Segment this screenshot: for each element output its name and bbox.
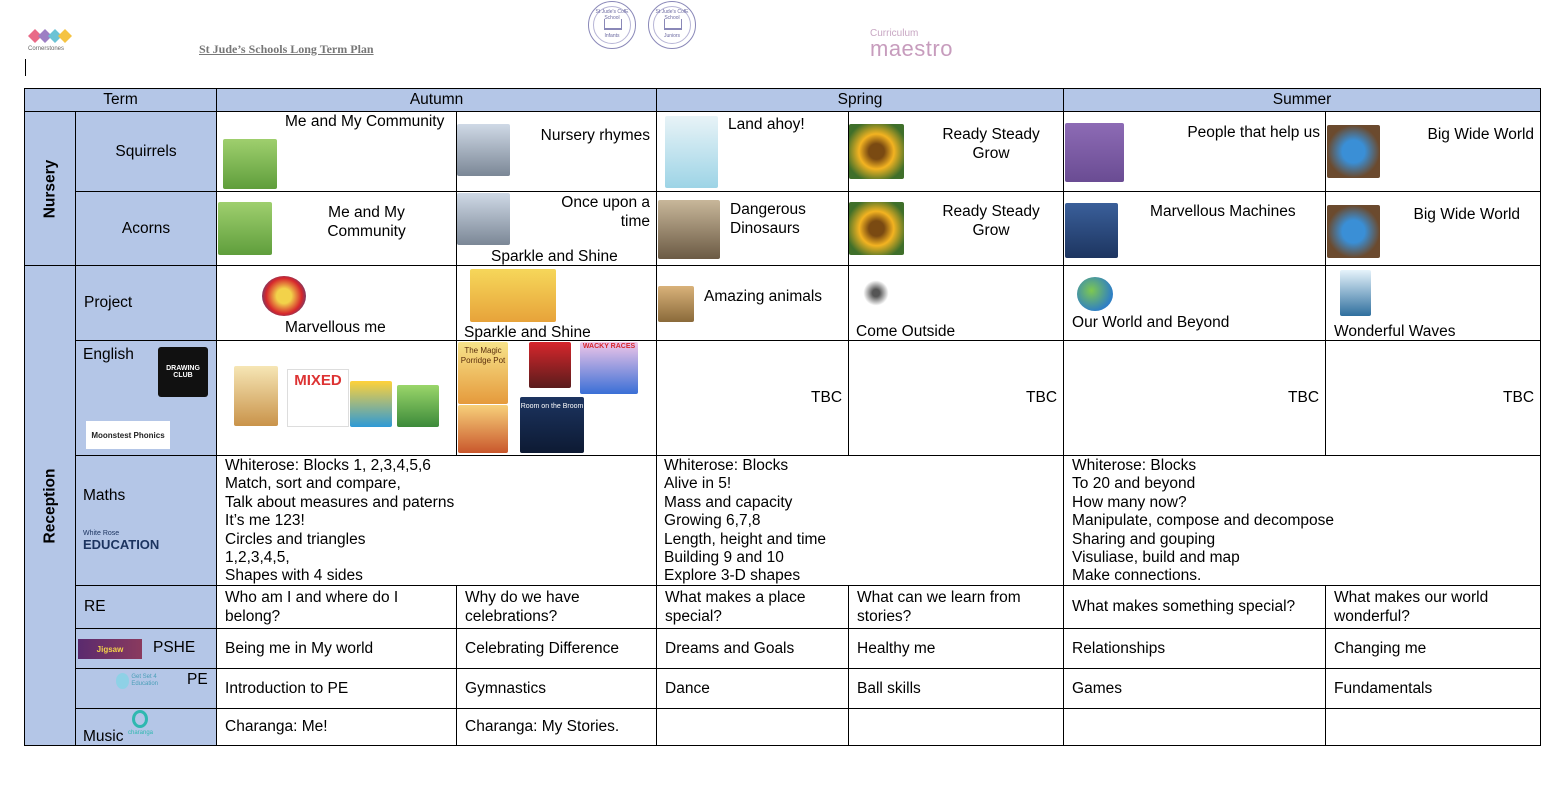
get-set-4-education-logo <box>116 671 176 691</box>
re-summer-2 <box>1326 586 1541 629</box>
acorns-spring-1 <box>657 192 849 266</box>
summer-header: Summer <box>1064 89 1541 112</box>
maths-spring-item: Whiterose: Blocks <box>664 457 789 474</box>
long-term-plan-table <box>24 88 1541 746</box>
pshe-spring-1-text: Dreams and Goals <box>665 639 795 657</box>
pe-spring-2-text: Ball skills <box>857 679 921 697</box>
children-photo <box>218 202 272 255</box>
maths-autumn-item: Match, sort and compare, <box>225 475 401 493</box>
curriculum-maestro-logo <box>870 29 953 59</box>
re-spring-1 <box>657 586 849 629</box>
squirrels-spring-2-line1: Ready Steady <box>942 126 1040 143</box>
pshe-summer-2 <box>1326 629 1541 669</box>
acorns-spring-2 <box>849 192 1064 266</box>
seal-top-text: St Jude's CofE School <box>595 9 629 21</box>
term-header: Term <box>25 89 217 112</box>
maths-autumn <box>217 456 657 586</box>
project-spring-2-text: Come Outside <box>856 323 956 340</box>
squirrels-spring-1 <box>657 112 849 192</box>
farm-picture-book <box>458 405 508 453</box>
maths-autumn-item: 1,2,3,4,5, <box>225 549 290 567</box>
picture-book <box>350 381 392 427</box>
maths-autumn-item: Talk about measures and paterns <box>225 493 455 511</box>
maths-autumn-item: Shapes with 4 sides <box>225 567 363 585</box>
reception-label: Reception <box>41 468 58 543</box>
project-autumn-1 <box>217 266 457 341</box>
wacky-races-book <box>580 342 638 394</box>
acorns-autumn-1-line2: Community <box>327 223 406 240</box>
white-rose-small: White Rose <box>83 530 120 537</box>
room-on-the-broom-book <box>520 397 584 453</box>
music-spring-2 <box>849 709 1064 746</box>
re-summer-2-text: What makes our world wonderful? <box>1334 589 1489 625</box>
mixed-book-title: MIXED <box>294 372 342 389</box>
seal-top-text: St Jude's CofE School <box>655 9 689 21</box>
wave-photo <box>1340 270 1371 316</box>
pe-autumn-2 <box>457 669 657 709</box>
squirrels-autumn-1-text: Me and My Community <box>285 113 445 130</box>
acorns-autumn-2-line2: time <box>620 213 651 230</box>
juniors-school-seal <box>648 1 696 49</box>
project-autumn-2-text: Sparkle and Shine <box>464 324 591 341</box>
pshe-label: PSHE <box>153 639 196 656</box>
maths-spring-item: Growing 6,7,8 <box>664 512 761 530</box>
dinosaur-photo <box>658 200 720 259</box>
maths-label: Maths <box>83 487 126 504</box>
music-autumn-1-text: Charanga: Me! <box>225 718 328 735</box>
acorns-summer-1 <box>1064 192 1326 266</box>
english-label-cell <box>76 341 217 456</box>
maths-spring-list <box>664 457 826 586</box>
squirrels-summer-1-text: People that help us <box>1187 124 1321 141</box>
pshe-summer-2-text: Changing me <box>1334 639 1427 657</box>
english-spring-1-tbc: TBC <box>811 389 843 406</box>
pshe-autumn-2 <box>457 629 657 669</box>
seal-infants-text: Infants <box>604 33 620 39</box>
pe-spring-2 <box>849 669 1064 709</box>
re-spring-2 <box>849 586 1064 629</box>
acorns-label-cell <box>76 192 217 266</box>
marvellous-me-logo <box>262 276 306 316</box>
acorns-autumn-1-line1: Me and My <box>328 204 405 221</box>
maths-spring-item: Alive in 5! <box>664 475 732 493</box>
re-label-cell <box>76 586 217 629</box>
maths-summer-item: To 20 and beyond <box>1072 475 1196 493</box>
project-spring-1 <box>657 266 849 341</box>
maths-summer-item: Sharing and gouping <box>1072 530 1216 548</box>
infants-school-seal <box>588 1 636 49</box>
text-cursor <box>25 59 26 76</box>
wacky-races-title: WACKY RACES <box>582 343 636 350</box>
english-summer-1 <box>1064 341 1326 456</box>
pshe-autumn-1-text: Being me in My world <box>225 639 374 657</box>
acorns-spring-2-line2: Grow <box>972 222 1010 239</box>
english-autumn-1 <box>217 341 457 456</box>
maestro-big-text: maestro <box>870 36 953 61</box>
sparkle-and-shine-logo <box>470 269 556 322</box>
re-autumn-2-text: Why do we have celebrations? <box>465 589 580 625</box>
pshe-spring-1 <box>657 629 849 669</box>
maths-summer-item: Make connections. <box>1072 567 1202 585</box>
pshe-summer-1 <box>1064 629 1326 669</box>
maths-spring <box>657 456 1064 586</box>
pe-autumn-1-text: Introduction to PE <box>225 679 349 697</box>
white-rose-big: EDUCATION <box>83 537 160 552</box>
music-autumn-1 <box>217 709 457 746</box>
re-spring-2-text: What can we learn from stories? <box>857 589 1021 625</box>
pshe-label-cell <box>76 629 217 669</box>
maths-autumn-item: Circles and triangles <box>225 530 366 548</box>
pe-summer-2-text: Fundamentals <box>1334 679 1433 697</box>
maths-autumn-item: It’s me 123! <box>225 512 305 530</box>
squirrels-autumn-1 <box>217 112 457 192</box>
pe-label: PE <box>187 671 208 688</box>
acorns-autumn-2 <box>457 192 657 266</box>
cornerstones-logo <box>26 26 76 56</box>
project-summer-2 <box>1326 266 1541 341</box>
acorns-summer-2-text: Big Wide World <box>1413 206 1521 223</box>
pshe-spring-2-text: Healthy me <box>857 639 936 657</box>
room-on-the-broom-title: Room on the Broom <box>520 403 584 410</box>
cornerstones-text: Cornerstones <box>28 46 65 52</box>
music-summer-1 <box>1064 709 1326 746</box>
autumn-header: Autumn <box>217 89 657 112</box>
acorns-autumn-1 <box>217 192 457 266</box>
re-summer-1-text: What makes something special? <box>1072 598 1296 615</box>
maths-autumn-item: Whiterose: Blocks 1, 2,3,4,5,6 <box>225 457 431 474</box>
pe-autumn-1 <box>217 669 457 709</box>
insects-illustration <box>851 267 901 319</box>
english-summer-2 <box>1326 341 1541 456</box>
maths-summer-item: Whiterose: Blocks <box>1072 457 1197 474</box>
music-summer-2 <box>1326 709 1541 746</box>
project-spring-2 <box>849 266 1064 341</box>
project-label-cell <box>76 266 217 341</box>
squirrels-autumn-2-text: Nursery rhymes <box>540 127 651 144</box>
phonics-logo: Moonstest Phonics <box>86 421 170 449</box>
castle-photo <box>457 193 510 245</box>
acorns-spring-1-line2: Dinosaurs <box>730 220 800 237</box>
re-autumn-2 <box>457 586 657 629</box>
castle-photo <box>457 124 510 176</box>
sunflower-photo <box>849 124 904 179</box>
maths-spring-item: Building 9 and 10 <box>664 549 784 567</box>
get-set-4-education-text: Get Set 4 Education <box>131 674 158 687</box>
white-rose-logo <box>83 530 159 552</box>
pe-summer-1-text: Games <box>1072 679 1122 697</box>
acorns-autumn-2-line1: Once upon a <box>561 194 651 211</box>
music-autumn-2 <box>457 709 657 746</box>
squirrels-spring-2 <box>849 112 1064 192</box>
nursery-label-cell <box>25 112 76 266</box>
magic-porridge-pot-title: The Magic Porridge Pot <box>460 346 506 365</box>
drawing-club-logo: DRAWING CLUB <box>158 347 208 397</box>
project-summer-1 <box>1064 266 1326 341</box>
jigsaw-logo: Jigsaw <box>78 639 142 659</box>
maths-summer <box>1064 456 1541 586</box>
gingerbread-book <box>234 366 278 426</box>
english-summer-1-tbc: TBC <box>1288 389 1320 406</box>
magic-porridge-pot-book <box>458 342 508 404</box>
english-spring-2-tbc: TBC <box>1026 389 1058 406</box>
squirrels-summer-2 <box>1326 112 1541 192</box>
pe-summer-2 <box>1326 669 1541 709</box>
pe-spring-1 <box>657 669 849 709</box>
squirrels-summer-2-text: Big Wide World <box>1427 126 1535 143</box>
project-summer-2-text: Wonderful Waves <box>1334 323 1456 340</box>
globe-in-hands-photo <box>1327 205 1380 258</box>
re-autumn-1 <box>217 586 457 629</box>
re-autumn-1-text: Who am I and where do I belong? <box>225 589 399 625</box>
colour-monster-book <box>397 385 439 427</box>
english-autumn-2 <box>457 341 657 456</box>
pe-spring-1-text: Dance <box>665 679 710 697</box>
maths-summer-list <box>1072 457 1334 586</box>
red-picture-book <box>529 342 571 388</box>
squirrels-spring-1-text: Land ahoy! <box>728 116 805 133</box>
music-spring-1 <box>657 709 849 746</box>
squirrels-label-cell <box>76 112 217 192</box>
acorns-spring-2-line1: Ready Steady <box>942 203 1040 220</box>
pe-summer-1 <box>1064 669 1326 709</box>
acorns-autumn-2-line3: Sparkle and Shine <box>491 248 618 265</box>
marvellous-machines-book <box>1065 203 1118 258</box>
project-summer-1-text: Our World and Beyond <box>1072 314 1230 331</box>
pshe-summer-1-text: Relationships <box>1072 639 1166 657</box>
pshe-autumn-2-text: Celebrating Difference <box>465 639 619 657</box>
maths-summer-item: How many now? <box>1072 493 1187 511</box>
project-autumn-1-text: Marvellous me <box>285 319 386 336</box>
english-summer-2-tbc: TBC <box>1503 389 1535 406</box>
land-ahoy-book <box>665 116 718 188</box>
mixed-book <box>287 369 349 427</box>
english-label: English <box>83 346 134 363</box>
children-photo <box>223 139 277 189</box>
project-spring-1-text: Amazing animals <box>704 288 823 305</box>
maths-summer-item: Manipulate, compose and decompose <box>1072 512 1334 530</box>
globe-in-hands-photo <box>1327 125 1380 178</box>
music-label-cell <box>76 709 217 746</box>
english-spring-1 <box>657 341 849 456</box>
nursery-label: Nursery <box>41 159 58 218</box>
spring-header: Spring <box>657 89 1064 112</box>
acorns-label: Acorns <box>121 219 171 237</box>
giraffe-photo <box>658 286 694 322</box>
seal-juniors-text: Juniors <box>663 33 681 39</box>
pshe-spring-2 <box>849 629 1064 669</box>
sunflower-photo <box>849 202 904 255</box>
english-spring-2 <box>849 341 1064 456</box>
acorns-summer-2 <box>1326 192 1541 266</box>
music-label: Music <box>83 728 124 745</box>
squirrels-autumn-2 <box>457 112 657 192</box>
squirrels-label: Squirrels <box>115 142 177 160</box>
music-autumn-2-text: Charanga: My Stories. <box>465 718 620 735</box>
maths-spring-item: Mass and capacity <box>664 493 793 511</box>
re-label: RE <box>84 598 106 615</box>
reception-label-cell <box>25 266 76 746</box>
pshe-autumn-1 <box>217 629 457 669</box>
page-title: St Jude’s Schools Long Term Plan <box>199 42 374 56</box>
project-autumn-2 <box>457 266 657 341</box>
charanga-logo <box>128 710 162 742</box>
maths-spring-item: Length, height and time <box>664 530 827 548</box>
squirrels-spring-2-line2: Grow <box>972 145 1010 162</box>
re-summer-1 <box>1064 586 1326 629</box>
project-label: Project <box>84 294 133 311</box>
maestro-small-text: Curriculum <box>870 28 919 39</box>
people-that-help-us-book <box>1065 123 1124 182</box>
acorns-summer-1-text: Marvellous Machines <box>1150 203 1296 220</box>
charanga-text: charanga <box>128 730 154 736</box>
pe-autumn-2-text: Gymnastics <box>465 679 546 697</box>
acorns-spring-1-line1: Dangerous <box>730 201 806 218</box>
maths-label-cell <box>76 456 217 586</box>
re-spring-1-text: What makes a place special? <box>665 589 806 625</box>
maths-spring-item: Explore 3-D shapes <box>664 567 801 585</box>
maths-autumn-list <box>225 457 454 586</box>
maths-summer-item: Visuliase, build and map <box>1072 549 1240 567</box>
pe-label-cell <box>76 669 217 709</box>
squirrels-summer-1 <box>1064 112 1326 192</box>
earth-icon <box>1077 277 1113 311</box>
